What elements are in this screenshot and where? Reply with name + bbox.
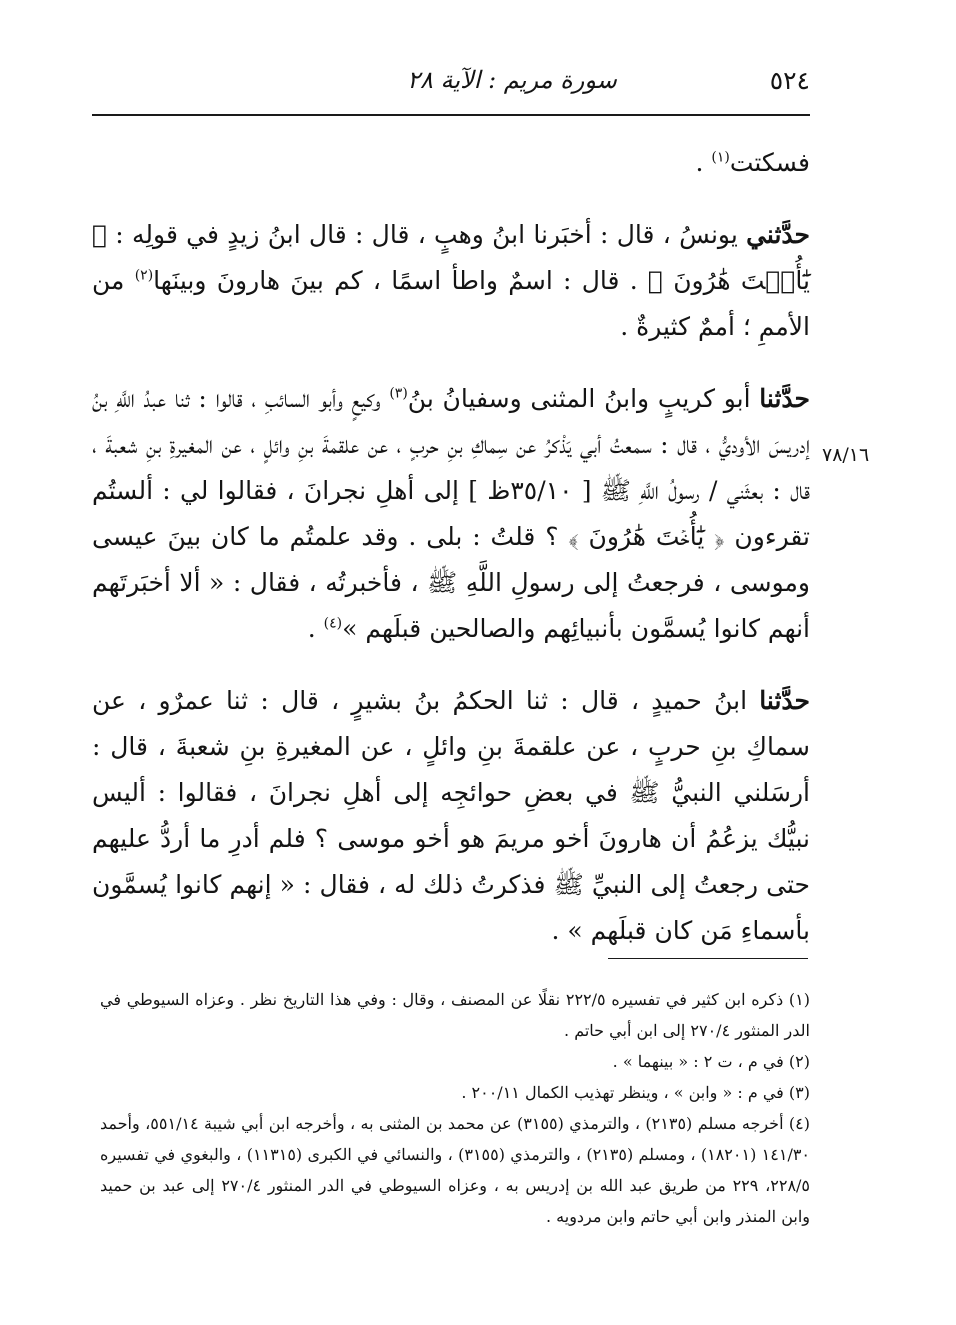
paragraph-2-text-b: وكيعٍ وأبو السائبِ ، قالوا : ثنا عبدُ اللَّهِ بنُ إدريسَ الأوديُّ ، قال : سمعتُ أبي يَذْكرُ عن سِماكِ بنِ حربٍ ، عن علقمةَ بنِ وائلٍ ، عن المغيرةِ بنِ شعبةَ ، قال : بعثَني / رسولُ اللَّهِ ﷺ [ ٣٥/١٠ظ ] إلى أهلِ نجرانَ ، فقالوا لي : ألستُم تقرءون ﴿ يَٰٓأُخۡتَ هَٰرُونَ ﴾ ؟ قلتُ : بلى . وقد علمتُم ما كان بينَ عيسى وموسى ، فرجعتُ إلى رسولِ اللَّهِ ﷺ ، فأخبرتُه ، فقال : « ألا أخبَرتَهم أنهم كانوا يُسمَّون بأنبيائِهم والصالحين قبلَهم » bbox=[92, 384, 810, 643]
paragraph-3-lead: حدَّثنا bbox=[759, 686, 810, 715]
paragraph-2 bbox=[92, 376, 810, 652]
footnote-ref-4: (٤) bbox=[323, 615, 343, 632]
footnote-ref-2: (٢) bbox=[134, 267, 154, 284]
page-number: ٥٢٤ bbox=[769, 66, 810, 95]
running-header bbox=[92, 62, 810, 102]
margin-reference: ٧٨/١٦ bbox=[822, 444, 870, 466]
main-text bbox=[92, 140, 810, 954]
paragraph-1-text-b: من الأممِ ؛ أممٌ كثيرةٌ . bbox=[92, 266, 810, 341]
paragraph-1-text-a: يونسُ ، قال : أخبَرنا ابنُ وهبٍ ، قال : قال ابنُ زيدٍ في قولِه : ﴿ يَٰٓأُخۡتَ هَٰرُونَ ﴾ . قال : اسمٌ واطأ اسمًا ، كم بينَ هارونَ وبينَها bbox=[92, 220, 811, 295]
footnotes bbox=[100, 984, 810, 1232]
paragraph-0-end: . bbox=[695, 148, 712, 177]
paragraph-gap bbox=[92, 652, 810, 678]
paragraph-gap bbox=[92, 186, 810, 212]
footnote-1: (١) ذكره ابن كثير في تفسيره ٢٢٢/٥ نقلًا عن المصنف ، وقال : وفي هذا التاريخ نظر . وعزاه السيوطي في الدر المنثور ٢٧٠/٤ إلى ابن أبي حاتم . bbox=[100, 990, 811, 1040]
footnote-2: (٢) في م ، ت ٢ : « بينهما » . bbox=[612, 1052, 810, 1071]
paragraph-3-text: ابنُ حميدٍ ، قال : ثنا الحكمُ بنُ بشيرٍ ، قال : ثنا عمرٌو ، عن سماكِ بنِ حربٍ ، عن علقمةَ بنِ وائلٍ ، عن المغيرةِ بنِ شعبةَ ، قال : أرسَلني النبيُّ ﷺ في بعضِ حوائجِه إلى أهلِ نجرانَ ، فقالوا : أليس نبيُّك يزعُمُ أن هارونَ أخو مريمَ هو أخو موسى ؟ فلم أدرِ ما أردُّ عليهم حتى رجعتُ إلى النبيِّ ﷺ فذكرتُ ذلك له ، فقال : « إنهم كانوا يُسمَّون بأسماءِ مَن كان قبلَهم » . bbox=[92, 686, 810, 945]
surah-title: سورة مريم : الآية ٢٨ bbox=[407, 66, 617, 94]
paragraph-3 bbox=[92, 678, 810, 954]
footnote-4: (٤) أخرجه مسلم (٢١٣٥) ، والترمذي (٣١٥٥) عن محمد بن المثنى به ، وأخرجه ابن أبي شيبة ٥٥١/١٤، وأحمد ١٤١/٣٠ (١٨٢٠١) ، ومسلم (٢١٣٥) ، والترمذي (٣١٥٥) ، والنسائي في الكبرى (١١٣١٥) ، والبغوي في تفسيره ٢٢٨/٥، ٢٢٩ من طريق عبد الله بن إدريس به ، وعزاه السيوطي في الدر المنثور ٢٧٠/٤ إلى عبد بن حميد وابن المنذر وابن أبي حاتم وابن مردويه . bbox=[100, 1114, 811, 1226]
footnote-ref-3: (٣) bbox=[389, 385, 408, 402]
header-rule bbox=[92, 114, 810, 116]
footnote-ref-1: (١) bbox=[711, 149, 730, 166]
paragraph-2-lead: حدَّثنا bbox=[759, 384, 810, 413]
paragraph-2-text-a: أبو كريبٍ وابنُ المثنى وسفيانُ بنُ bbox=[407, 384, 760, 413]
paragraph-0 bbox=[92, 140, 810, 186]
paragraph-1 bbox=[92, 212, 810, 350]
footnote-rule bbox=[608, 958, 808, 959]
paragraph-2-text-c: . bbox=[307, 614, 324, 643]
paragraph-0-text: فسكتت bbox=[729, 148, 810, 177]
footnote-3: (٣) في م : « وابن » ، وينظر تهذيب الكمال ٢٠٠/١١ . bbox=[461, 1083, 810, 1102]
paragraph-gap bbox=[92, 350, 810, 376]
paragraph-1-lead: حدَّثني bbox=[746, 220, 810, 249]
